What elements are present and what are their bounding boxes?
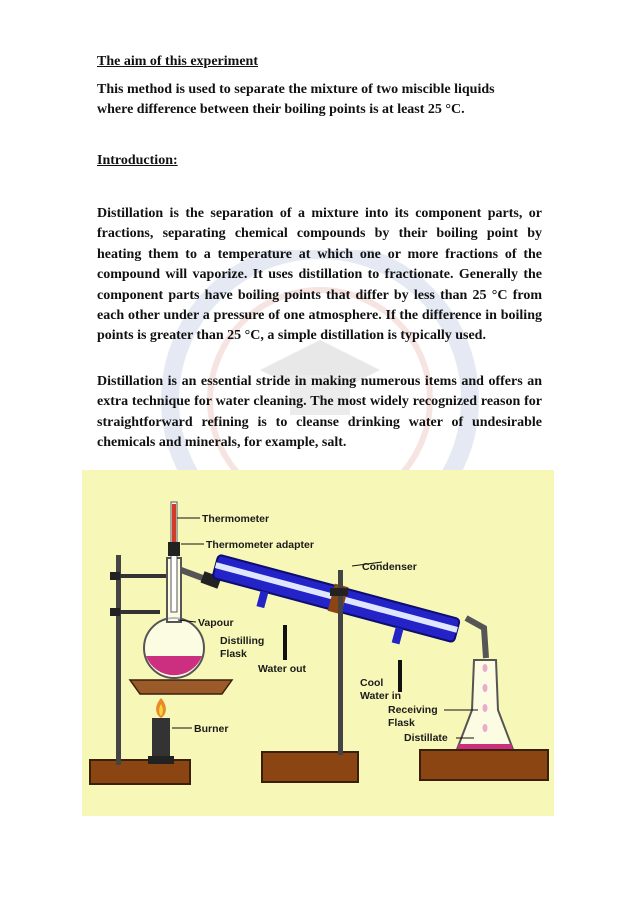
left-stand-base (90, 760, 190, 784)
label-receiving: Receiving (388, 704, 438, 716)
aim-line-1: This method is used to separate the mixture of two miscible liquids (97, 82, 495, 97)
label-burner: Burner (194, 723, 229, 735)
thermometer (172, 504, 176, 542)
label-receiving-flask: Flask (388, 717, 415, 729)
right-stand-base (420, 750, 548, 780)
aim-line-2: where difference between their boiling points is at least 25 °C. (97, 102, 465, 117)
label-cool: Cool (360, 677, 384, 689)
introduction-heading: Introduction: (97, 153, 178, 168)
label-flask: Flask (220, 648, 247, 660)
thermometer-adapter (168, 542, 180, 556)
aim-heading: The aim of this experiment (97, 54, 258, 69)
middle-stand-base (262, 752, 358, 782)
label-vapour: Vapour (198, 617, 234, 629)
label-thermometer-adapter: Thermometer adapter (206, 539, 314, 551)
label-distillate: Distillate (404, 732, 448, 744)
label-condenser: Condenser (362, 561, 417, 573)
label-thermometer: Thermometer (202, 513, 270, 525)
label-water-out: Water out (258, 663, 307, 675)
burner-body (152, 718, 170, 758)
introduction-paragraph-2: Distillation is an essential stride in making numerous items and offers an extra technique for water cleaning. The most widely recognized reason for straightforward refining is to cleanse drinking water of undesirable chemicals and minerals, for example, salt. (97, 374, 542, 451)
left-stand-rod (116, 555, 121, 765)
introduction-paragraph-1: Distillation is the separation of a mixture into its component parts, or fractions, separating chemical compounds by their boiling point by heating them to a temperature at which one or more fractions of the compound will vaporize. It uses distillation to fractionate. Generally the component parts have boiling points that differ by less than 25 °C from each other under a pressure of one atmosphere. If the difference in boiling points is greater than 25 °C, a simple distillation is typically used. (97, 206, 542, 344)
label-distilling: Distilling (220, 635, 265, 647)
distillation-apparatus-figure (82, 470, 554, 816)
label-water-in: Water in (360, 690, 402, 702)
